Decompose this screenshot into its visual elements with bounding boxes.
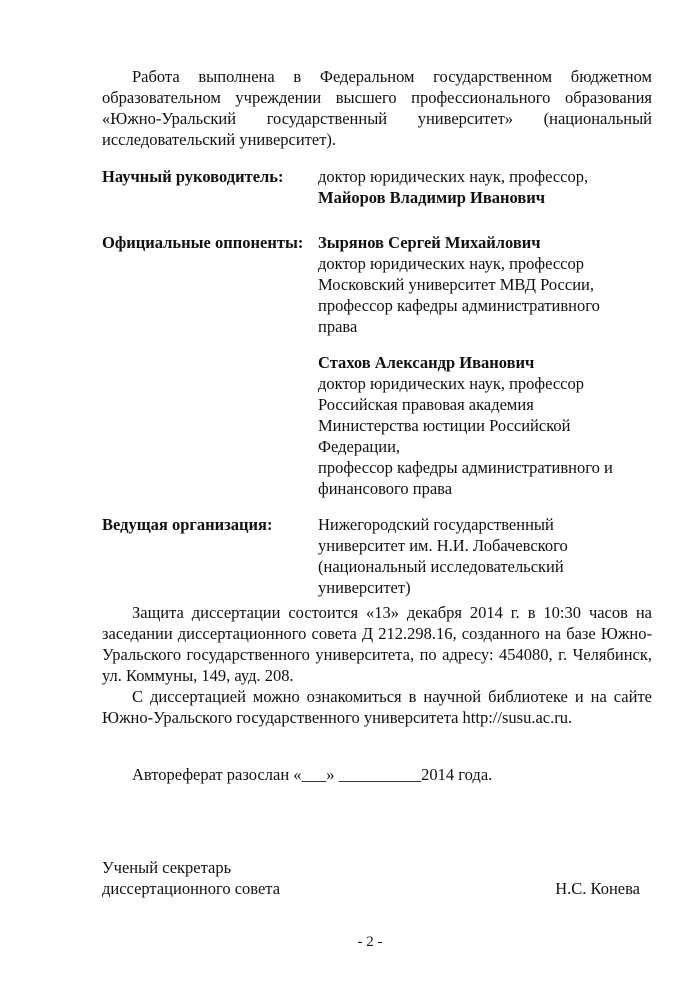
opponent-2-name: Стахов Александр Иванович <box>318 353 535 372</box>
secretary-title-line: Ученый секретарь <box>102 858 232 877</box>
secretary-signature <box>102 857 652 899</box>
opponent-1-line: профессор кафедры административного <box>318 296 600 315</box>
opponent-2-line: профессор кафедры административного и <box>318 458 613 477</box>
lead-org-line: университет) <box>318 578 411 597</box>
secretary-name: Н.С. Конева <box>555 879 640 898</box>
opponents-label: Официальные оппоненты: <box>102 233 304 252</box>
sent-line: Автореферат разослан «___» __________2014 года. <box>132 765 493 784</box>
opponent-2-line: Министерства юстиции Российской <box>318 416 571 435</box>
defense-paragraph: Защита диссертации состоится «13» декабря 2014 г. в 10:30 часов на заседании диссертационного совета Д 212.298.16, созданного на базе Южно-Уральского государственного университета, по адресу: 454080, г. Челябинск, ул. Коммуны, 149, ауд. 208. <box>102 603 652 685</box>
lead-org-line: (национальный исследовательский <box>318 557 564 576</box>
opponent-2-line: доктор юридических наук, профессор <box>318 374 585 393</box>
intro-paragraph: Работа выполнена в Федеральном государственном бюджетном образовательном учреждении высшего профессионального образования «Южно-Уральский государственный университет» (национальный исследовательский университет). <box>102 67 652 149</box>
supervisor-info <box>318 166 638 208</box>
supervisor-label: Научный руководитель: <box>102 167 284 186</box>
lead-org-line: Нижегородский государственный <box>318 515 554 534</box>
lead-org-label: Ведущая организация: <box>102 515 273 534</box>
supervisor-degree: доктор юридических наук, профессор, <box>318 167 589 186</box>
supervisor-name: Майоров Владимир Иванович <box>318 188 546 207</box>
lead-org-info <box>318 514 638 598</box>
opponent-1-line: Московский университет МВД России, <box>318 275 594 294</box>
secretary-council-line: диссертационного совета <box>102 879 281 898</box>
opponent-2-line: Российская правовая академия <box>318 395 534 414</box>
opponent-2-line: финансового права <box>318 479 453 498</box>
defense-section <box>102 602 652 728</box>
page-number: - 2 - <box>357 934 383 950</box>
opponent-1-line: доктор юридических наук, профессор <box>318 254 585 273</box>
opponent-1-name: Зырянов Сергей Михайлович <box>318 233 541 252</box>
library-paragraph: С диссертацией можно ознакомиться в научной библиотеке и на сайте Южно-Уральского государственного университета http://susu.ac.ru. <box>102 687 652 727</box>
opponent-2 <box>318 352 638 499</box>
opponent-1-line: права <box>318 317 358 336</box>
opponent-1 <box>318 232 638 337</box>
lead-org-line: университет им. Н.И. Лобачевского <box>318 536 568 555</box>
opponent-2-line: Федерации, <box>318 437 401 456</box>
